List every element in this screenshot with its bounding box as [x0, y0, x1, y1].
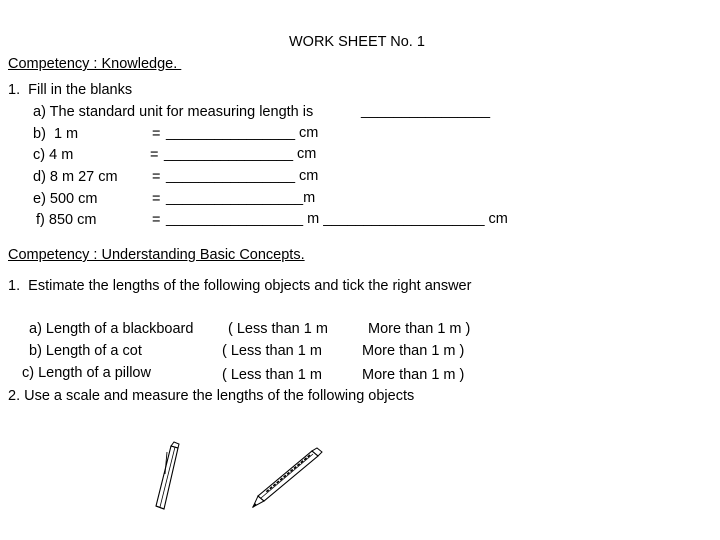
blank-d-line[interactable]: ________________ cm	[166, 168, 319, 184]
blank-a-text: a) The standard unit for measuring length is	[33, 104, 314, 120]
blank-d-text: d) 8 m 27 cm	[33, 169, 118, 185]
blank-b-equals: =	[152, 126, 161, 142]
blank-b-line[interactable]: ________________ cm	[166, 125, 319, 141]
page-title: WORK SHEET No. 1	[289, 34, 425, 50]
estimate-question-label: 1. Estimate the lengths of the following objects and tick the right answer	[8, 278, 472, 294]
estimate-a-object: a) Length of a blackboard	[29, 321, 194, 337]
measure-question-label: 2. Use a scale and measure the lengths of the following objects	[8, 388, 415, 404]
estimate-a-option-less[interactable]: ( Less than 1 m	[228, 321, 328, 337]
competency-understanding-heading: Competency : Understanding Basic Concepts.	[8, 247, 305, 263]
competency-knowledge-heading: Competency : Knowledge.	[8, 56, 182, 72]
blank-f-line[interactable]: _________________ m ____________________ cm	[166, 211, 508, 227]
blank-c-text: c) 4 m	[33, 147, 74, 163]
estimate-b-option-more[interactable]: More than 1 m )	[362, 343, 465, 359]
blank-c-line[interactable]: ________________ cm	[164, 146, 317, 162]
blank-e-equals: =	[152, 191, 161, 207]
pencil-icon	[250, 447, 325, 509]
blank-e-line[interactable]: _________________m	[166, 190, 316, 206]
estimate-a-option-more[interactable]: More than 1 m )	[368, 321, 471, 337]
estimate-b-option-less[interactable]: ( Less than 1 m	[222, 343, 322, 359]
estimate-c-option-less[interactable]: ( Less than 1 m	[222, 367, 322, 383]
estimate-c-option-more[interactable]: More than 1 m )	[362, 367, 465, 383]
pencil-stub-icon	[148, 440, 188, 512]
blank-c-equals: =	[150, 147, 159, 163]
blank-f-equals: =	[152, 212, 161, 228]
blank-f-text: f) 850 cm	[36, 212, 97, 228]
blank-e-text: e) 500 cm	[33, 191, 98, 207]
estimate-b-object: b) Length of a cot	[29, 343, 142, 359]
question-1-label: 1. Fill in the blanks	[8, 82, 133, 98]
blank-a-line[interactable]: ________________	[361, 103, 491, 119]
blank-b-text: b) 1 m	[33, 126, 79, 142]
blank-d-equals: =	[152, 169, 161, 185]
estimate-c-object: c) Length of a pillow	[22, 365, 151, 381]
